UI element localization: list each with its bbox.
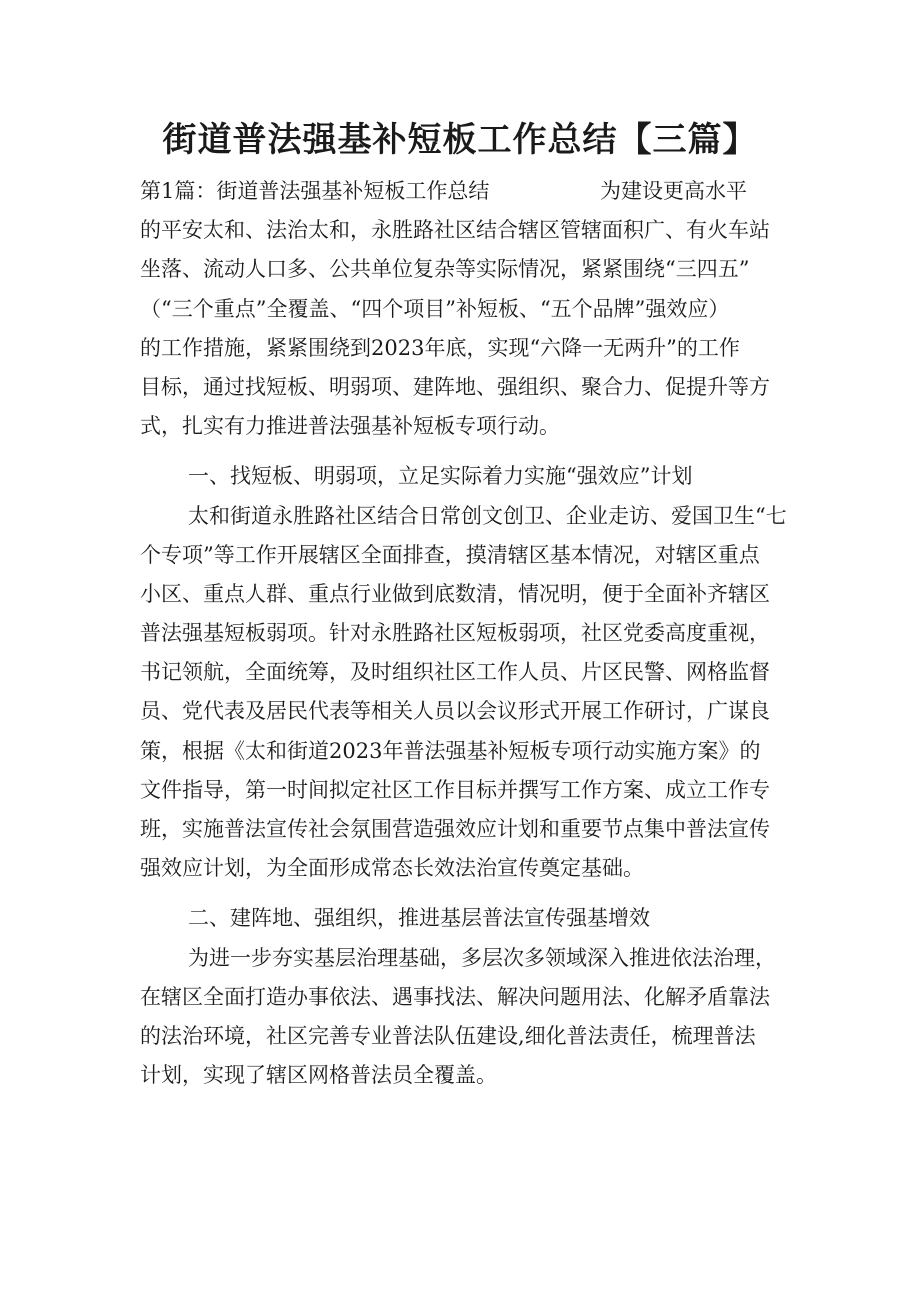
paragraph-3	[140, 939, 790, 1096]
paragraph-line: 坐落、流动人口多、公共单位复杂等实际情况，紧紧围绕“三四五”	[140, 257, 750, 282]
paragraph-line: 的平安太和、法治太和，永胜路社区结合辖区管辖面积广、有火车站	[140, 218, 770, 243]
paragraph-line: 的工作措施，紧紧围绕到2023年底，实现“六降一无两升”的工作	[140, 335, 740, 360]
paragraph-1	[140, 211, 790, 446]
paragraph-line: 在辖区全面打造办事依法、遇事找法、解决问题用法、化解矛盾靠法	[140, 984, 770, 1009]
paragraph-line: 小区、重点人群、重点行业做到底数清，情况明，便于全面补齐辖区	[140, 581, 770, 606]
paragraph-2	[140, 497, 790, 889]
paragraph-line: 式，扎实有力推进普法强基补短板专项行动。	[140, 414, 560, 439]
subtitle-left: 第1篇：街道普法强基补短板工作总结	[140, 179, 490, 203]
paragraph-line: 个专项”等工作开展辖区全面排查，摸清辖区基本情况，对辖区重点	[140, 542, 760, 567]
paragraph-line: 书记领航，全面统筹，及时组织社区工作人员、片区民警、网格监督	[140, 660, 770, 685]
paragraph-line: 的法治环境，社区完善专业普法队伍建设,细化普法责任，梳理普法	[140, 1023, 756, 1048]
paragraph-line: 目标，通过找短板、明弱项、建阵地、强组织、聚合力、促提升等方	[140, 374, 770, 399]
document-body	[140, 172, 790, 1095]
paragraph-line: 员、党代表及居民代表等相关人员以会议形式开展工作研讨，广谋良	[140, 699, 770, 724]
subtitle-right: 为建设更高水平	[600, 179, 747, 203]
document-title: 街道普法强基补短板工作总结【三篇】	[162, 120, 758, 160]
paragraph-line: 普法强基短板弱项。针对永胜路社区短板弱项，社区党委高度重视，	[140, 621, 770, 646]
paragraph-line: 强效应计划，为全面形成常态长效法治宣传奠定基础。	[140, 856, 644, 881]
section-heading-1: 一、找短板、明弱项，立足实际着力实施“强效应”计划	[188, 464, 693, 489]
paragraph-line: 太和街道永胜路社区结合日常创文创卫、企业走访、爱国卫生“七	[188, 503, 787, 528]
paragraph-line: 文件指导，第一时间拟定社区工作目标并撰写工作方案、成立工作专	[140, 777, 770, 802]
subtitle-line	[140, 172, 790, 211]
paragraph-line: 计划，实现了辖区网格普法员全覆盖。	[140, 1063, 497, 1088]
paragraph-line: （“三个重点”全覆盖、“四个项目”补短板、“五个品牌”强效应）	[140, 296, 730, 321]
paragraph-line: 班，实施普法宣传社会氛围营造强效应计划和重要节点集中普法宣传	[140, 817, 770, 841]
section-heading-2: 二、建阵地、强组织，推进基层普法宣传强基增效	[188, 906, 650, 931]
paragraph-line: 策，根据《太和街道2023年普法强基补短板专项行动实施方案》的	[140, 738, 761, 763]
paragraph-line: 为进一步夯实基层治理基础，多层次多领域深入推进依法治理，	[188, 945, 776, 970]
